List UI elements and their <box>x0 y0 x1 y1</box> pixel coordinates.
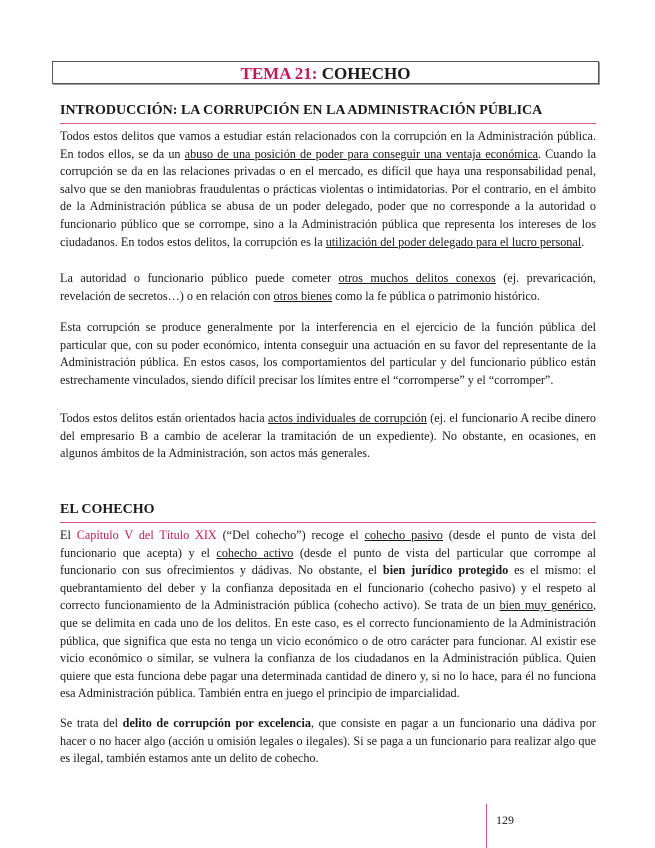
intro-paragraph-3: Esta corrupción se produce generalmente por la interferencia en el ejercicio de la función pública del particular que, con su poder económico, intenta conseguir una actuación en su favor del representante de la Administración pública. En estos casos, los comportamientos del particular y del funcionario público están estrechamente vinculados, siendo difícil precisar los límites entre el “corromperse” y el “corromper”. <box>60 320 596 387</box>
intro-paragraph-4: Todos estos delitos están orientados hacia actos individuales de corrupción (ej. el funcionario A recibe dinero del empresario B a cambio de acelerar la tramitación de un expediente). No obstante, en ocasiones, en algunos ámbitos de la Administración, son actos más generales. <box>60 411 597 461</box>
page-title <box>52 61 599 84</box>
page-number: 129 <box>496 813 514 827</box>
legal-reference: Capítulo V del Título XIX <box>76 528 217 542</box>
section-heading-cohecho: EL COHECHO <box>60 501 596 523</box>
title-number: TEMA 21: <box>240 64 318 83</box>
title-name: COHECHO <box>321 64 411 83</box>
section-heading-introduccion: INTRODUCCIÓN: LA CORRUPCIÓN EN LA ADMINISTRACIÓN PÚBLICA <box>60 102 596 124</box>
page-number-marker <box>486 804 514 848</box>
cohecho-paragraph-1: El Capítulo V del Título XIX (“Del cohecho”) recoge el cohecho pasivo (desde el punto de vista del funcionario que acepta) y el cohecho activo (desde el punto de vista del particular que corrompe al funcionario con sus ofrecimientos y dádivas. No obstante, el bien jurídico protegido es el mismo: el quebrantamiento del deber y la confianza depositada en el funcionario (cohecho pasivo) y el respeto al correcto funcionamiento de la Administración pública (cohecho activo). Se trata de un bien muy genérico, que se delimita en cada uno de los delitos. En este caso, es el correcto funcionamiento de la Administración pública, que significa que esta no tenga un vicio económico o de otro carácter para funcionar. Al existir ese vicio económico o similar, se vulnera la confianza de los ciudadanos en la Administración pública. Quien quiere que esta funciona debe pagar una determinada cantidad de dinero y, si no lo hace, para él no funciona esa Administración pública. También entra en juego el principio de imparcialidad. <box>60 528 596 701</box>
cohecho-paragraph-2: Se trata del delito de corrupción por excelencia, que consiste en pagar a un funcionario una dádiva por hacer o no hacer algo (acción u omisión legales o ilegales). Si se paga a un funcionario para realizar algo que es ilegal, también estamos ante un delito de cohecho. <box>60 716 596 766</box>
intro-paragraph-1: Todos estos delitos que vamos a estudiar están relacionados con la corrupción en la Administración pública. En todos ellos, se da un abuso de una posición de poder para conseguir una ventaja económica. Cuando la corrupción se da en las relaciones privadas o en el mercado, es difícil que haya una responsabilidad penal, salvo que se den maniobras fraudulentas o prácticas violentas o intimidatorias. Por el contrario, en el ámbito de la Administración pública se abusa de un poder delegado, poder que no corresponde a la autoridad o funcionario público que se corrompe, sino a la Administración pública que representa los intereses de los ciudadanos. En todos estos delitos, la corrupción es la utilización del poder delegado para el lucro personal. <box>60 129 597 249</box>
intro-paragraph-2: La autoridad o funcionario público puede cometer otros muchos delitos conexos (ej. prevaricación, revelación de secretos…) o en relación con otros bienes como la fe pública o patrimonio histórico. <box>60 271 596 303</box>
